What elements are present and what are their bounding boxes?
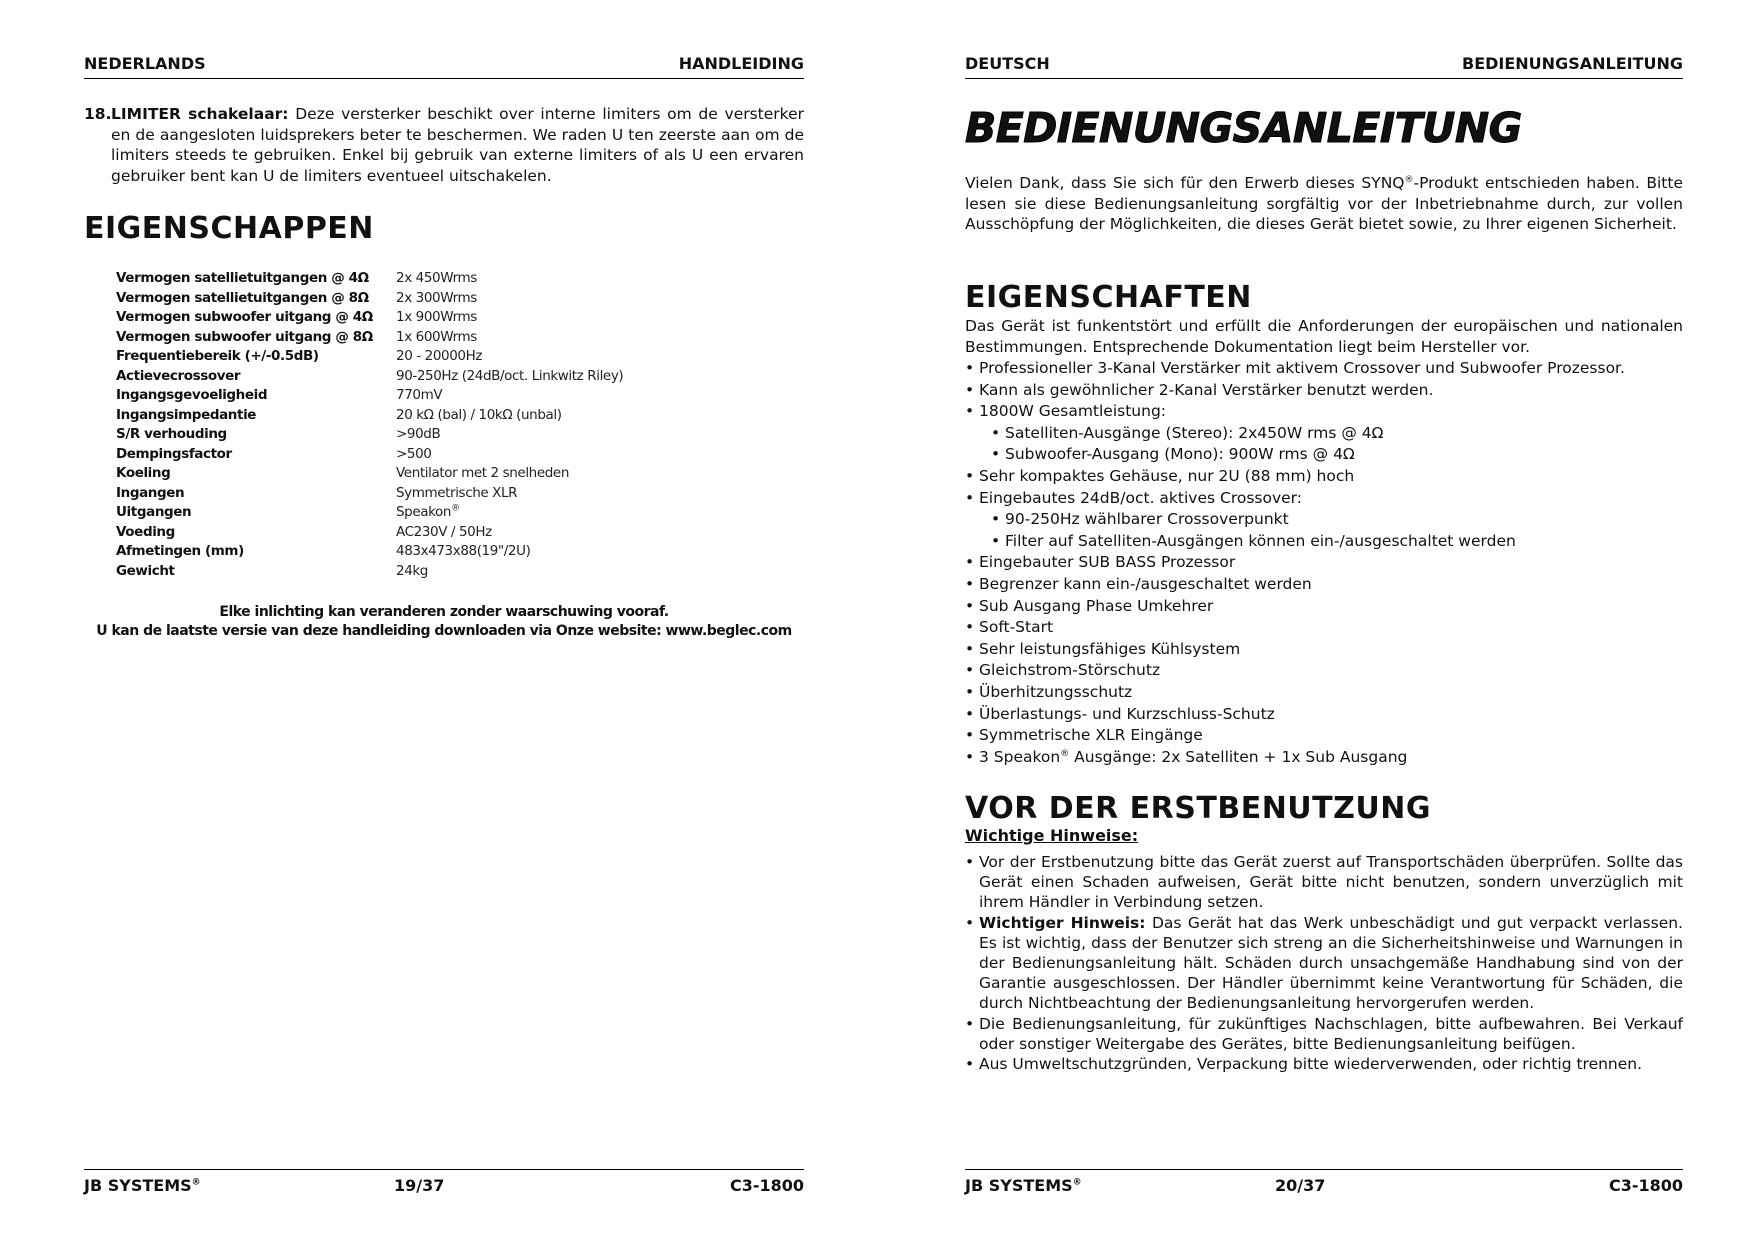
right-footer-brand: JB SYSTEMS® [965,1176,1082,1195]
spec-key: Vermogen satellietuitgangen @ 8Ω [116,289,369,306]
feature-item: • Subwoofer-Ausgang (Mono): 900W rms @ 4Ω [965,444,1683,466]
spec-row [116,524,756,544]
feature-item: • 90-250Hz wählbarer Crossoverpunkt [965,509,1683,531]
feature-item-speakon: • 3 Speakon® Ausgänge: 2x Satelliten + 1x Sub Ausgang [965,747,1683,769]
feature-item: • Begrenzer kann ein-/ausgeschaltet werden [965,574,1683,596]
spec-row [116,270,756,290]
left-footer-page: 19/37 [394,1176,445,1195]
spec-key: Voeding [116,523,175,540]
spec-key: Vermogen subwoofer uitgang @ 4Ω [116,309,373,325]
left-footer-brand: JB SYSTEMS® [84,1176,201,1195]
spec-row [116,290,756,310]
spec-value: 20 - 20000Hz [396,348,483,364]
spec-key: Gewicht [116,562,175,579]
notice [84,603,804,641]
spec-row [116,465,756,485]
page-title: BEDIENUNGSANLEITUNG [965,104,1522,152]
spec-row [116,329,756,349]
eigenschaften-title: EIGENSCHAFTEN [965,280,1252,315]
spec-row [116,485,756,505]
spec-key: Vermogen satellietuitgangen @ 4Ω [116,270,369,286]
spec-row [116,446,756,466]
spec-key: S/R verhouding [116,426,227,442]
spec-row [116,309,756,329]
spec-value: >500 [396,445,432,462]
hinweis-item: • Die Bedienungsanleitung, für zukünftiges Nachschlagen, bitte aufbewahren. Bei Verkauf oder sonstiger Weitergabe des Gerätes, bitte Bedienungsanleitung beifügen. [965,1014,1683,1054]
spec-value: 1x 600Wrms [396,328,477,345]
spec-key: Vermogen subwoofer uitgang @ 8Ω [116,328,373,345]
notice-line-1: Elke inlichting kan veranderen zonder waarschuwing vooraf. [219,604,669,620]
right-footer [965,1169,1683,1200]
spec-value: 24kg [396,562,428,579]
spec-key: Dempingsfactor [116,445,232,462]
spec-row [116,407,756,427]
hinweis-item: • Wichtiger Hinweis: Das Gerät hat das Werk unbeschädigt und gut verpackt verlassen. Es ist wichtig, dass der Benutzer sich streng an die Sicherheitshinweise und Warnungen in der Bedienungsanleitung hält. Schäden durch unsachgemäße Handhabung sind von der Garantie ausgeschlossen. Der Händler übernimmt keine Verantwortung für Schäden, die durch Nichtbeachtung der Bedienungsanleitung hervorgerufen werden. [965,913,1683,1014]
intro-paragraph: Vielen Dank, dass Sie sich für den Erwerb dieses SYNQ®-Produkt entschieden haben. Bitte lesen sie diese Bedienungsanleitung sorgfältig vor der Inbetriebnahme durch, zur vollen Ausschöpfung der Möglichkeiten, die dieses Gerät bietet sowie, zu Ihrer eigenen Sicherheit. [965,174,1683,233]
spec-value: >90dB [396,426,441,442]
spec-value: 20 kΩ (bal) / 10kΩ (unbal) [396,406,562,423]
feature-item: • Sehr kompaktes Gehäuse, nur 2U (88 mm) hoch [965,466,1683,488]
feature-item: • Sehr leistungsfähiges Kühlsystem [965,639,1683,661]
left-header [84,54,804,79]
feature-list [965,358,1683,768]
hinweise-list [965,852,1683,1074]
right-header [965,54,1683,79]
feature-item: • Sub Ausgang Phase Umkehrer [965,596,1683,618]
vor-der-erstbenutzung-title: VOR DER ERSTBENUTZUNG [965,791,1431,826]
feature-item: • Kann als gewöhnlicher 2-Kanal Verstärker benutzt werden. [965,380,1683,402]
spec-value: 483x473x88(19"/2U) [396,543,531,559]
left-footer [84,1169,804,1200]
spec-row [116,426,756,446]
hinweis-item: • Aus Umweltschutzgründen, Verpackung bitte wiederverwenden, oder richtig trennen. [965,1054,1683,1074]
left-page [84,0,804,1240]
feature-item: • Filter auf Satelliten-Ausgängen können ein-/ausgeschaltet werden [965,531,1683,553]
spec-value: 770mV [396,387,443,403]
spec-key: Afmetingen (mm) [116,543,244,559]
spec-value: 2x 450Wrms [396,270,477,286]
spec-value: Ventilator met 2 snelheden [396,465,569,481]
feature-item: • Überhitzungsschutz [965,682,1683,704]
feature-item: • Soft-Start [965,617,1683,639]
limiter-number: 18. [84,105,112,123]
right-page [965,0,1683,1240]
hinweis-item: • Vor der Erstbenutzung bitte das Gerät zuerst auf Transportschäden überprüfen. Sollte das Gerät einen Schaden aufweisen, Gerät bitte nicht benutzen, sondern unverzüglich mit ihrem Händler in Verbindung setzen. [965,852,1683,913]
right-footer-model: C3-1800 [1608,1176,1683,1195]
wichtige-hinweise-label: Wichtige Hinweise: [965,826,1139,845]
feature-item: • 1800W Gesamtleistung: [965,401,1683,423]
spec-key: Ingangen [116,484,185,501]
spec-key: Koeling [116,465,171,481]
eigenschappen-title: EIGENSCHAPPEN [84,211,374,246]
spec-key: Ingangsimpedantie [116,406,257,423]
feature-item: • Satelliten-Ausgänge (Stereo): 2x450W rms @ 4Ω [965,423,1683,445]
spec-key: Actievecrossover [116,367,241,384]
left-footer-model: C3-1800 [729,1176,804,1195]
spec-row [116,504,756,524]
right-header-doc: BEDIENUNGSANLEITUNG [1462,54,1683,73]
spec-row [116,368,756,388]
feature-item: • Professioneller 3-Kanal Verstärker mit aktivem Crossover und Subwoofer Prozessor. [965,358,1683,380]
feature-item: • Gleichstrom-Störschutz [965,660,1683,682]
left-header-doc: HANDLEIDING [678,54,804,73]
spec-value: AC230V / 50Hz [396,523,492,540]
feature-item: • Eingebauter SUB BASS Prozessor [965,552,1683,574]
feature-item: • Symmetrische XLR Eingänge [965,725,1683,747]
limiter-item [84,104,804,186]
spec-row [116,543,756,563]
spec-key: Frequentiebereik (+/-0.5dB) [116,348,319,364]
notice-line-2: U kan de laatste versie van deze handleiding downloaden via Onze website: www.beglec.com [96,623,792,639]
spec-value: Speakon® [396,503,460,520]
feature-item: • Überlastungs- und Kurzschluss-Schutz [965,704,1683,726]
spec-value: Symmetrische XLR [396,484,518,501]
spec-value: 90-250Hz (24dB/oct. Linkwitz Riley) [396,367,624,384]
spec-key: Uitgangen [116,504,192,520]
eigenschaften-paragraph: Das Gerät ist funkentstört und erfüllt die Anforderungen der europäischen und nationalen Bestimmungen. Entsprechende Dokumentation liegt beim Hersteller vor. [965,317,1683,356]
limiter-label: LIMITER schakelaar: [111,105,289,123]
spec-row [116,563,756,583]
spec-value: 2x 300Wrms [396,289,477,306]
left-header-language: NEDERLANDS [84,54,206,73]
spec-row [116,387,756,407]
spec-value: 1x 900Wrms [396,309,477,325]
feature-item: • Eingebautes 24dB/oct. aktives Crossover: [965,488,1683,510]
right-header-language: DEUTSCH [965,54,1050,73]
right-footer-page: 20/37 [1275,1176,1326,1195]
spec-row [116,348,756,368]
spec-key: Ingangsgevoeligheid [116,387,268,403]
spec-table [116,270,756,582]
limiter-text: Deze versterker beschikt over interne limiters om de versterker en de aangesloten luidsprekers beter te beschermen. We raden U ten zeerste aan om de limiters steeds te gebruiken. Enkel bij gebruik van externe limiters of als U een ervaren gebruiker bent kan U de limiters eventueel uitschakelen. [111,105,805,185]
